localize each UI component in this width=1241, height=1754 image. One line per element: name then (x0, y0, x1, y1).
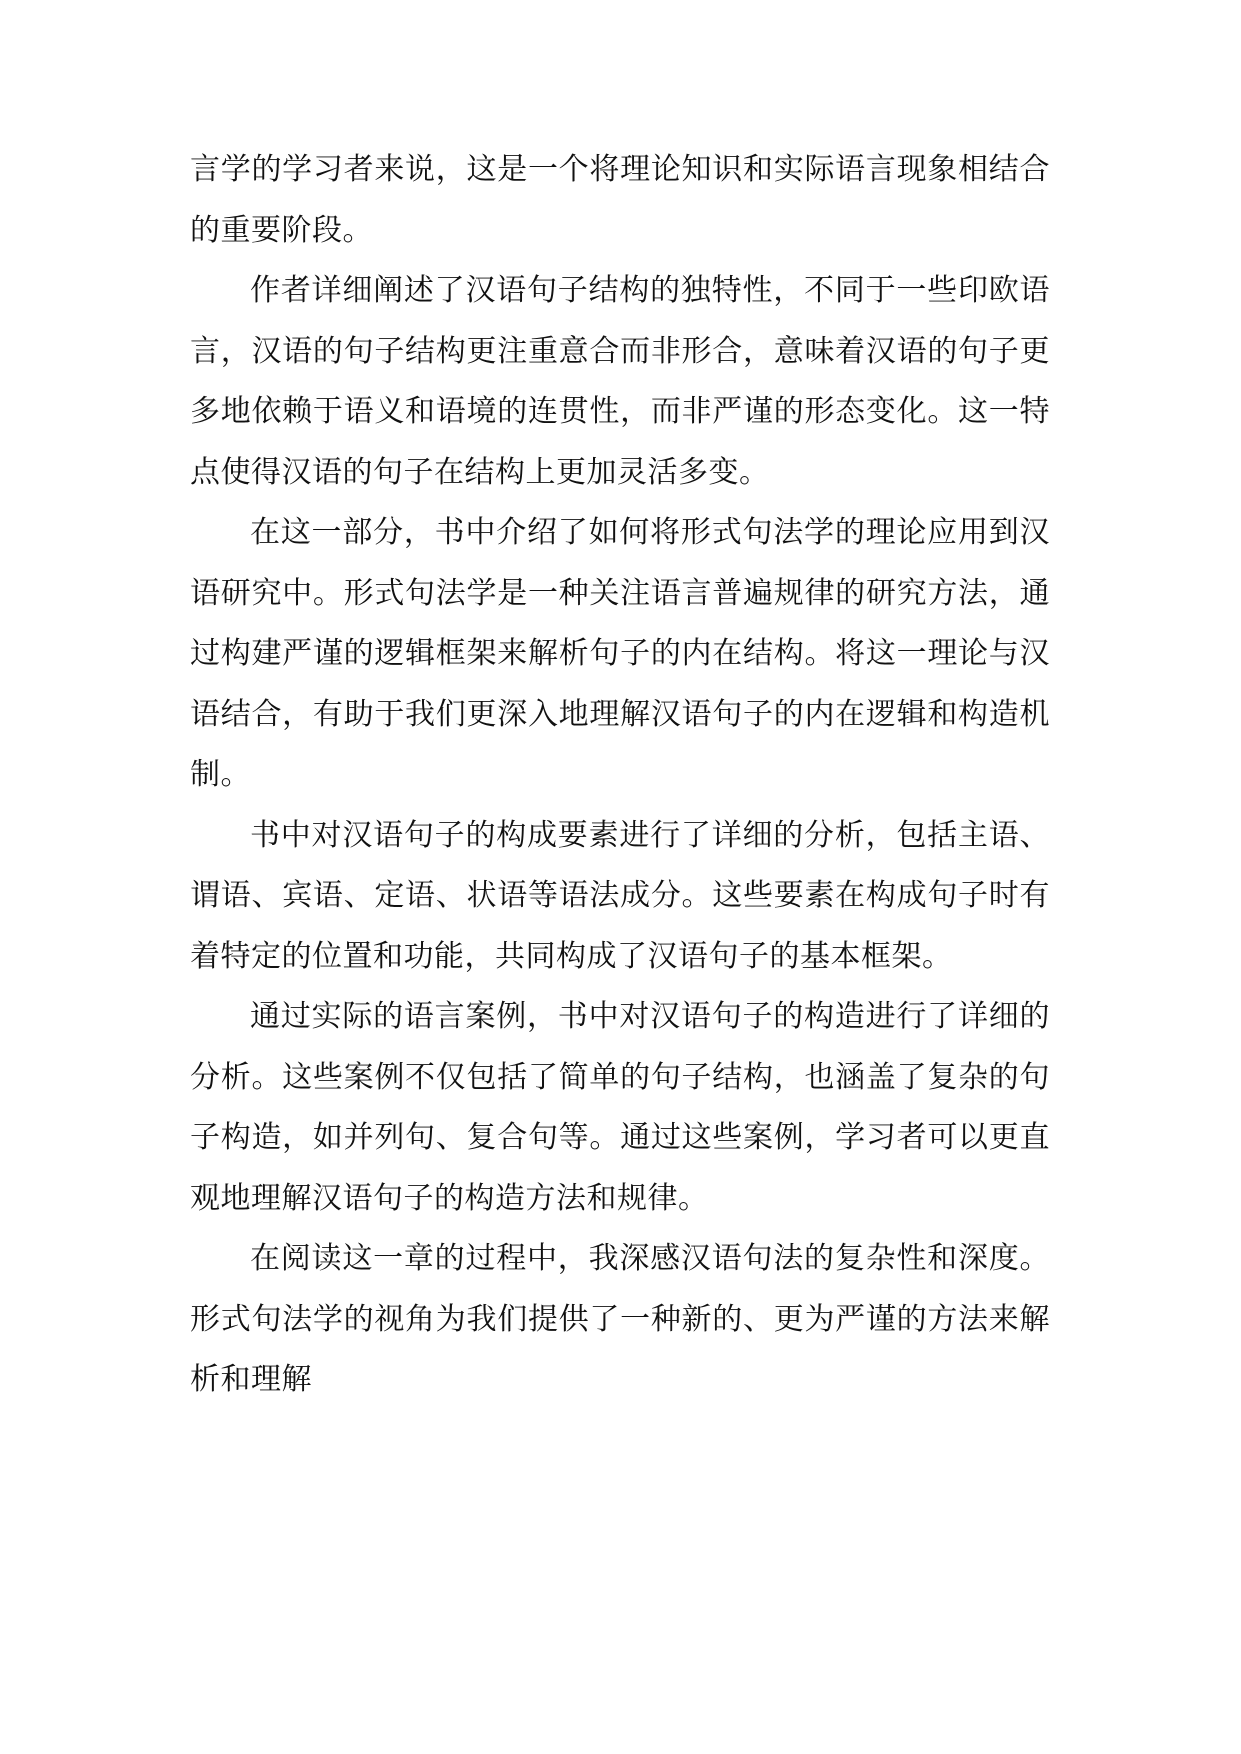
paragraph-5: 通过实际的语言案例，书中对汉语句子的构造进行了详细的分析。这些案例不仅包括了简单的句子结构，也涵盖了复杂的句子构造，如并列句、复合句等。通过这些案例，学习者可以更直观地理解汉语句子的构造方法和规律。 (190, 999, 1050, 1216)
paragraph-2: 作者详细阐述了汉语句子结构的独特性，不同于一些印欧语言，汉语的句子结构更注重意合而非形合，意味着汉语的句子更多地依赖于语义和语境的连贯性，而非严谨的形态变化。这一特点使得汉语的句子在结构上更加灵活多变。 (190, 273, 1050, 490)
paragraph-4: 书中对汉语句子的构成要素进行了详细的分析，包括主语、谓语、宾语、定语、状语等语法成分。这些要素在构成句子时有着特定的位置和功能，共同构成了汉语句子的基本框架。 (190, 817, 1050, 974)
paragraph-6: 在阅读这一章的过程中，我深感汉语句法的复杂性和深度。形式句法学的视角为我们提供了一种新的、更为严谨的方法来解析和理解 (190, 1241, 1050, 1397)
paragraph-3: 在这一部分，书中介绍了如何将形式句法学的理论应用到汉语研究中。形式句法学是一种关注语言普遍规律的研究方法，通过构建严谨的逻辑框架来解析句子的内在结构。将这一理论与汉语结合，有助于我们更深入地理解汉语句子的内在逻辑和构造机制。 (190, 515, 1050, 792)
body-text (190, 140, 1050, 1411)
paragraph-1: 言学的学习者来说，这是一个将理论知识和实际语言现象相结合的重要阶段。 (190, 152, 1050, 248)
